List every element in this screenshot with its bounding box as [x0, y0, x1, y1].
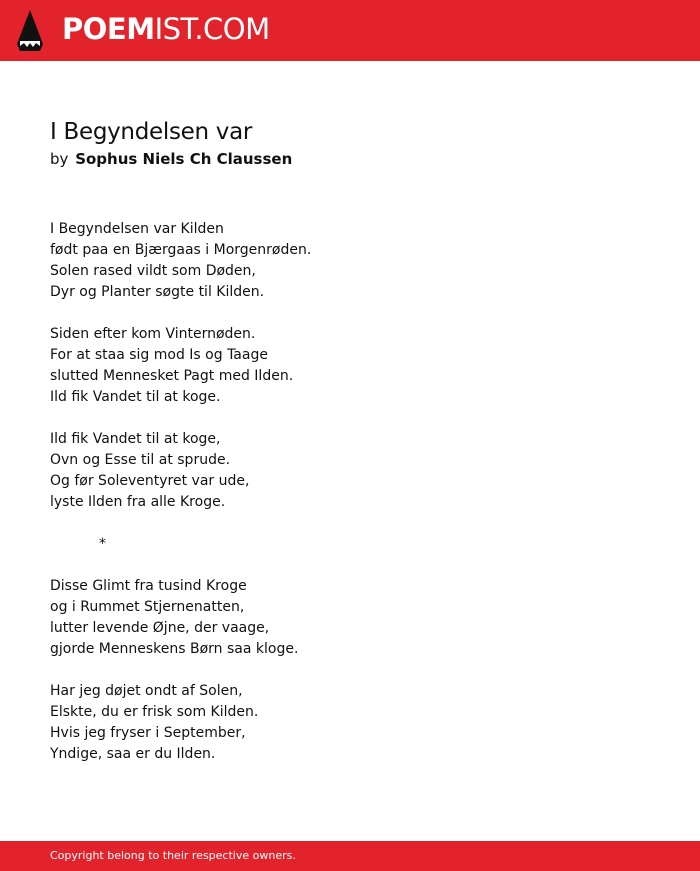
poem-line: Og før Soleventyret var ude, — [50, 473, 250, 489]
site-logo[interactable] — [62, 11, 270, 47]
site-footer — [0, 841, 700, 871]
poem-line: Yndige, saa er du Ilden. — [50, 746, 216, 762]
poem-line: Siden efter kom Vinternøden. — [50, 326, 256, 342]
byline-prefix: by — [50, 150, 69, 168]
site-header — [0, 0, 700, 61]
poem-line: født paa en Bjærgaas i Morgenrøden. — [50, 242, 312, 258]
stanza — [50, 576, 650, 660]
pencil-logo-icon[interactable] — [17, 10, 43, 51]
poem-title: I Begyndelsen var — [50, 119, 253, 145]
poem-body — [50, 219, 650, 786]
poem-line: og i Rummet Stjernenatten, — [50, 599, 245, 615]
poem-author: Sophus Niels Ch Claussen — [75, 150, 293, 168]
poem-line: gjorde Menneskens Børn saa kloge. — [50, 641, 299, 657]
poem-byline — [50, 148, 292, 170]
poem-line: I Begyndelsen var Kilden — [50, 221, 224, 237]
poem-line: Disse Glimt fra tusind Kroge — [50, 578, 247, 594]
poem-line: Hvis jeg fryser i September, — [50, 725, 246, 741]
poem-line: Ild fik Vandet til at koge, — [50, 431, 221, 447]
poem-line: Har jeg døjet ondt af Solen, — [50, 683, 243, 699]
stanza — [50, 219, 650, 303]
section-separator: * — [99, 536, 106, 552]
poem-line: Elskte, du er frisk som Kilden. — [50, 704, 259, 720]
stanza — [50, 681, 650, 765]
poem-line: Solen rased vildt som Døden, — [50, 263, 256, 279]
logo-text-light: IST.COM — [154, 12, 270, 46]
stanza — [50, 324, 650, 408]
stanza — [50, 429, 650, 513]
poem-line: For at staa sig mod Is og Taage — [50, 347, 268, 363]
poem-line: Dyr og Planter søgte til Kilden. — [50, 284, 265, 300]
poem-line: Ild fik Vandet til at koge. — [50, 389, 221, 405]
poem-line: lyste Ilden fra alle Kroge. — [50, 494, 226, 510]
poem-line: Ovn og Esse til at sprude. — [50, 452, 231, 468]
poem-line: slutted Mennesket Pagt med Ilden. — [50, 368, 294, 384]
poem-line: lutter levende Øjne, der vaage, — [50, 620, 270, 636]
logo-text-bold: POEM — [62, 12, 155, 46]
copyright-notice: Copyright belong to their respective owners. — [50, 849, 296, 862]
